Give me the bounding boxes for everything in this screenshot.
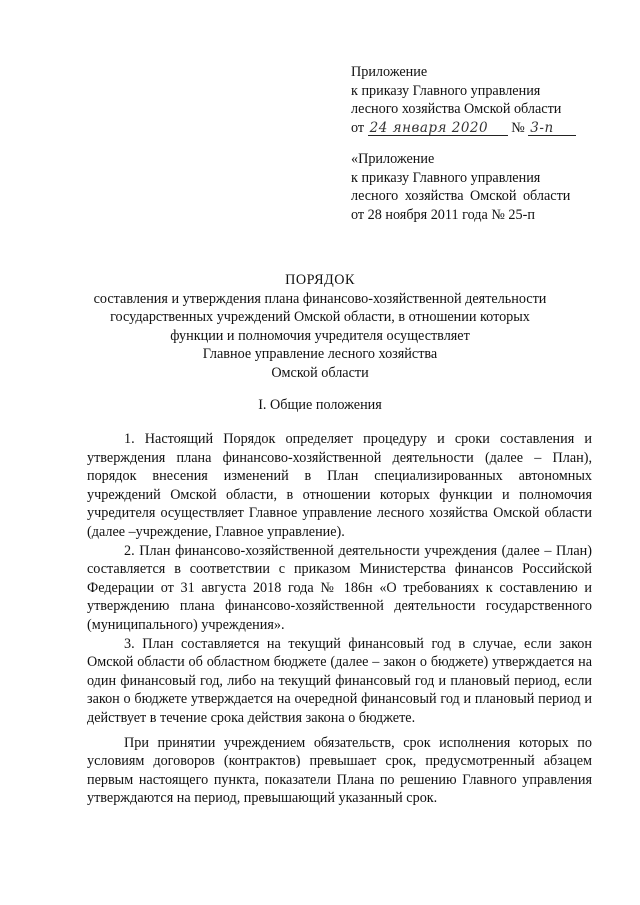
paragraph-1: 1. Настоящий Порядок определяет процедуру и сроки составления и утверждения плана финансово-хозяйственной деятельности (далее – План), порядок внесения изменений в План специализированных автономных учреждений Омской области, в отношении которых функции и полномочия учредителя осуществляет Главное управление лесного хозяйства Омской области (далее –учреждение, Главное управление). [87,431,592,540]
paragraph-3: 3. План составляется на текущий финансовый год в случае, если закон Омской области об областном бюджете (далее – закон о бюджете) утверждается на один финансовый год, либо на текущий финансовый год и плановый период, если закон о бюджете утверждается на очередной финансовый год и плановый период и действует в течение срока действия закона о бюджете. [87,635,592,726]
section-heading: I. Общие положения [258,397,382,413]
appendix-order-ref: к приказу Главного управления [351,82,541,99]
number-sign: № [511,119,525,136]
title-main: ПОРЯДОК [285,272,355,288]
title-line: государственных учреждений Омской области, в отношении которых [110,309,530,325]
original-date-number: от 28 ноября 2011 года № 25-п [351,206,535,223]
original-authority: лесного хозяйства Омской области [351,188,571,204]
original-appendix-title: «Приложение [351,151,435,167]
date-prefix: от [351,119,365,136]
handwritten-number: 3-п [528,121,576,136]
title-line: Омской области [271,364,369,381]
appendix-current-header [351,63,611,137]
appendix-date-number-line [351,119,611,138]
document-title [60,271,580,382]
original-order-ref: к приказу Главного управления [351,169,541,186]
title-line: Главное управление лесного хозяйства [202,346,438,362]
handwritten-date: 24 января 2020 [368,121,508,136]
appendix-title: Приложение [351,64,428,80]
document-body [87,430,592,808]
paragraph-3-continuation: При принятии учреждением обязательств, срок исполнения которых по условиям договоров (контрактов) превышает срок, предусмотренный абзацем первым настоящего пункта, показатели Плана по решению Главного управления утверждаются на период, превышающий указанный срок. [87,734,592,807]
appendix-authority: лесного хозяйства Омской области [351,101,562,117]
appendix-original-header [351,150,611,224]
title-line: функции и полномочия учредителя осуществляет [170,327,470,344]
title-line: составления и утверждения плана финансово-хозяйственной деятельности [93,290,547,307]
paragraph-2: 2. План финансово-хозяйственной деятельности учреждения (далее – План) составляется в соответствии с приказом Министерства финансов Российской Федерации от 31 августа 2018 года № 186н «О требованиях к составлению и утверждению плана финансово-хозяйственной деятельности государственного (муниципального) учреждения». [87,542,592,633]
